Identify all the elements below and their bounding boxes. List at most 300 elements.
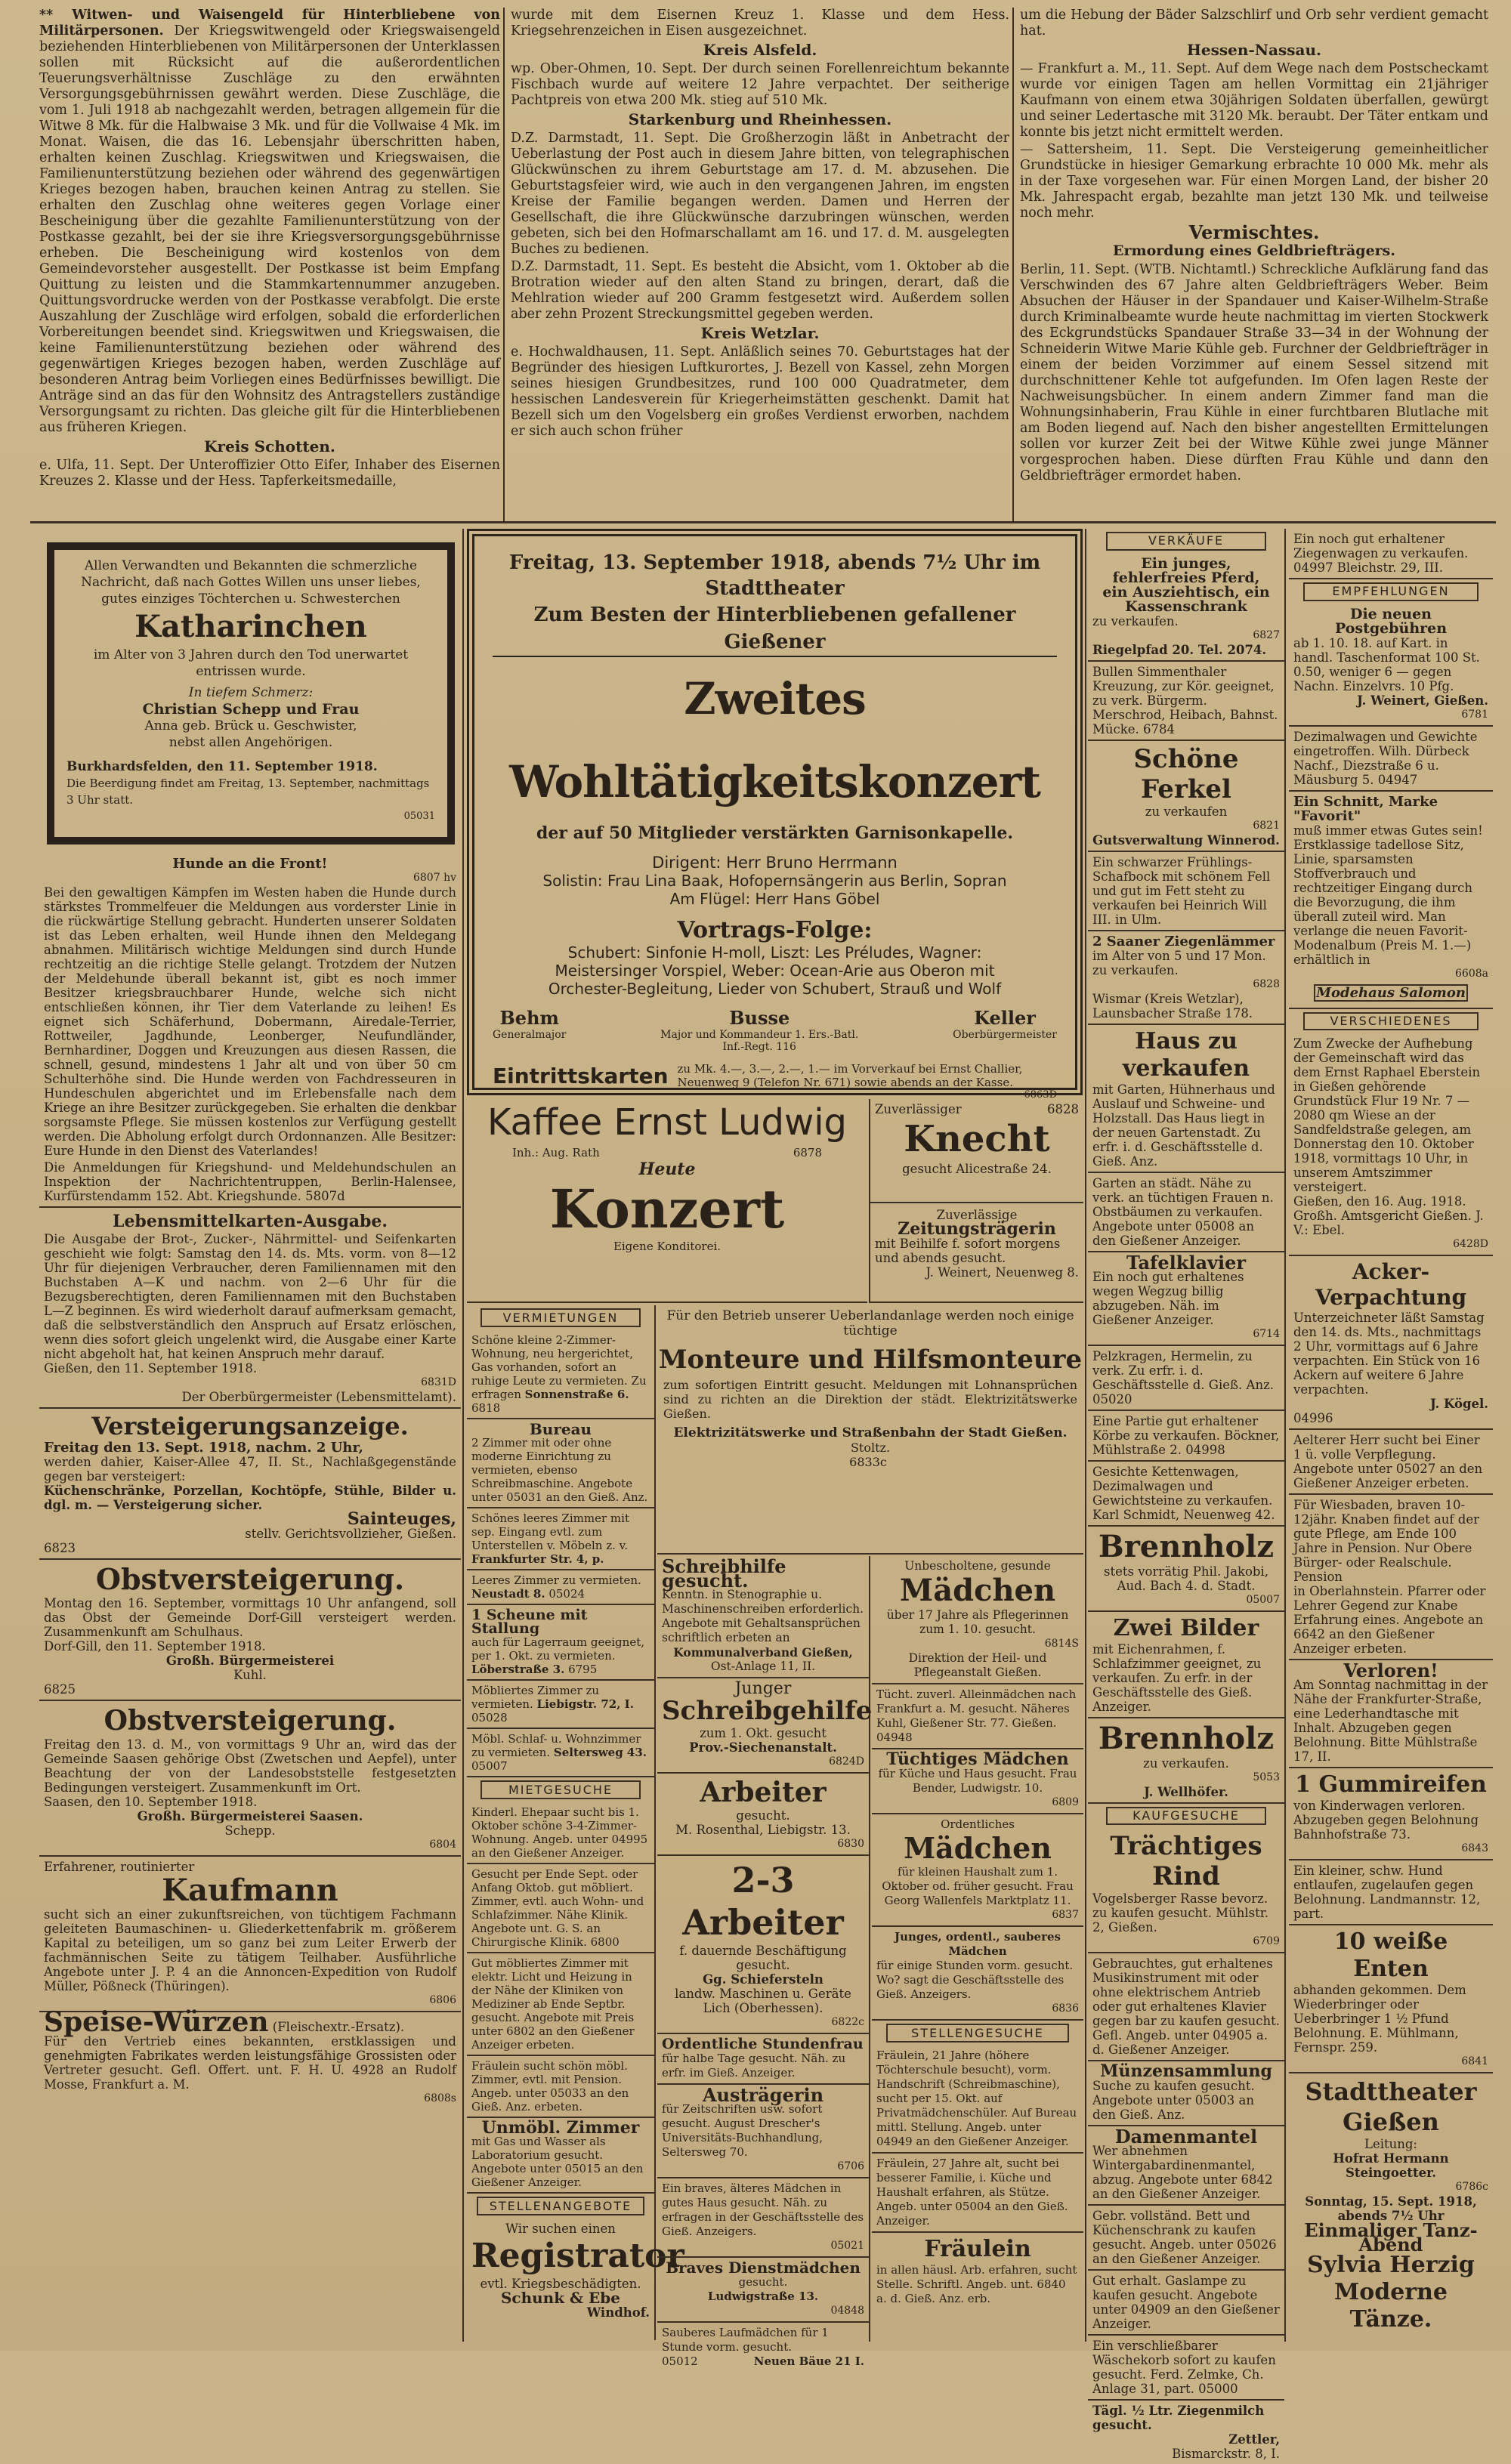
- ad-number: 05012: [662, 2354, 698, 2368]
- death-notice-intro: Allen Verwandten und Bekannten die schmerzliche Nachricht, daß nach Gottes Willen uns unser liebes, gutes einziges Töchterchen u. Schwesterchen: [81, 558, 421, 607]
- ad-pretitle: Wir suchen einen: [505, 2222, 616, 2236]
- merchant-ad: [39, 1857, 461, 2012]
- ad-addr: Sonnenstraße 6.: [524, 1388, 629, 1401]
- worker-ad: [657, 1774, 869, 1856]
- signature-role: Major und Kommandeur 1. Ers.-Batl. Inf.-Regt. 116: [660, 1029, 859, 1053]
- ad-pretitle: Erfahrener, routinierter: [44, 1860, 195, 1874]
- ad-subtitle: (Fleischextr.-Ersatz).: [272, 2020, 405, 2034]
- left-ads-column: [39, 854, 461, 2334]
- ad-event: Moderne Tänze.: [1334, 2279, 1448, 2333]
- ad-addr: Wismar (Kreis Wetzlar), Launsbacher Straße 178.: [1092, 991, 1253, 1020]
- rent-ad: [467, 1729, 654, 1777]
- news-column-2: [511, 8, 1009, 506]
- article-text: — Frankfurt a. M., 11. Sept. Auf dem Wege nach dem Postscheckamt wurde vor einigen Tagen am hellen Vormittag ein 21jähriger Kaufmann von einem etwa 30jährigen Soldaten überfallen, gewürgt und seiner Ledertasche mit 3120 Mk. beraubt. Der Täter entkam und konnte bis jetzt nicht ermittelt werden.: [1020, 61, 1488, 140]
- carrier-ad: [870, 1205, 1083, 1303]
- death-notice-place: Burkhardsfelden, den 11. September 1918.: [66, 759, 378, 774]
- ad-foot-row: [662, 2354, 864, 2369]
- ad-number: 6821: [1253, 819, 1280, 832]
- ad-text: Möbliertes Zimmer zu vermieten.: [471, 1684, 600, 1711]
- ad-text: Leeres Zimmer zu vermieten.: [471, 1573, 641, 1587]
- ad-number: 6824D: [829, 1755, 864, 1768]
- section-heading: Kreis Wetzlar.: [700, 324, 820, 342]
- ad-number: 6428D: [1453, 1238, 1488, 1250]
- ad-name: J. Kögel.: [1429, 1397, 1488, 1411]
- ad-date: Sonntag, 15. Sept. 1918, abends 7½ Uhr: [1305, 2194, 1477, 2223]
- ad-text: Tägl. ½ Ltr. Ziegenmilch gesucht.: [1092, 2404, 1265, 2432]
- ad-text: Möbl. Schlaf- u. Wohnzimmer zu vermieten.: [471, 1732, 641, 1759]
- ad-addr: Löberstraße 3.: [471, 1663, 565, 1676]
- ad-number: 6795: [568, 1663, 598, 1676]
- ad-text: Wer abnehmen Wintergabardinenmantel, abzug. Angebote unter 6842 an den Gießener Anzeiger.: [1092, 2144, 1273, 2201]
- concert-signature: [953, 1007, 1057, 1053]
- lease-ad: [1289, 1256, 1493, 1430]
- ad-pretitle: Zuverlässige: [936, 1208, 1018, 1222]
- ad-role: stellv. Gerichtsvollzieher, Gießen.: [245, 1527, 456, 1541]
- job-wanted-ad: [872, 2233, 1083, 2309]
- ad-head-row: [875, 1102, 1079, 1116]
- ad-text: Eine Partie gut erhaltener Körbe zu verkaufen. Böckner, Mühlstraße 2.: [1092, 1413, 1280, 1457]
- lamp-ad: Gut erhalt. Gaslampe zu kaufen gesucht. Angebote unter 04909 an den Gießener Anzeiger.: [1088, 2271, 1284, 2336]
- ad-title: Monteure und Hilfsmonteure: [658, 1345, 1083, 1375]
- ad-number: 6806: [429, 1994, 456, 2006]
- ad-addr: Neustadt 8.: [471, 1587, 545, 1601]
- cafe-today: Heute: [638, 1159, 696, 1179]
- gentleman-ad: Aelterer Herr sucht bei Einer 1 ü. volle Verpflegung. Angebote unter 05027 an den Gießener Anzeiger erbeten.: [1289, 1430, 1493, 1495]
- ad-number: 05007: [1246, 1593, 1280, 1606]
- ad-number: 6841: [1461, 2055, 1488, 2067]
- ad-text: f. dauernde Beschäftigung gesucht.: [679, 1944, 847, 1972]
- cafe-owner-row: [467, 1146, 867, 1159]
- delivery-ad: [657, 2085, 869, 2178]
- cafe-own: Eigene Konditorei.: [613, 1240, 722, 1253]
- article-text: e. Ulfa, 11. Sept. Der Unteroffizier Otto Eifer, Inhaber des Eisernen Kreuzes 2. Klasse und der Hess. Tapferkeitsmedaille,: [39, 458, 500, 489]
- ad-text: abhanden gekommen. Dem Wiederbringer oder Ueberbringer 1 ½ Pfund Belohnung. E. Mühlmann, Fernspr. 259.: [1293, 1983, 1466, 2055]
- ad-title: Tüchtiges Mädchen: [886, 1749, 1069, 1769]
- ad-addr: Liebigstr. 72, I.: [536, 1697, 634, 1711]
- ad-name: J. Weinert, Neuenweg 8.: [925, 1265, 1079, 1280]
- ad-text: Kenntn. in Stenographie u. Maschinenschreiben erforderlich. Angebote mit Gehaltsansprüchen schriftlich erbeten an: [662, 1588, 864, 1644]
- ad-title: Münzensammlung: [1100, 2061, 1272, 2081]
- pension-ad: [1289, 1495, 1493, 1660]
- ad-title: Haus zu verkaufen: [1122, 1027, 1250, 1082]
- ad-title: 10 weiße Enten: [1333, 1928, 1448, 1982]
- ad-title: Schöne Ferkel: [1133, 743, 1239, 804]
- ad-org: Direktion der Heil- und Pflegeanstalt Gießen.: [908, 1651, 1047, 1679]
- ad-number: 05024: [548, 1587, 586, 1601]
- ad-number: 6608a: [1455, 967, 1488, 980]
- ad-title: Schreibgehilfe: [662, 1696, 873, 1726]
- ad-title: 1 Scheune mit Stallung: [471, 1607, 588, 1637]
- food-cards-ad: [39, 1208, 461, 1409]
- ad-text: für kleinen Haushalt zum 1. Oktober od. früher gesucht. Frau Georg Wallenfels Marktplatz 11.: [882, 1865, 1074, 1907]
- maid-ad: [657, 2323, 869, 2372]
- ad-text: Tücht. zuverl. Alleinmädchen nach Frankfurt a. M. gesucht. Näheres Kuhl, Gießener Str. 77. Gießen.: [876, 1687, 1077, 1730]
- ad-text: Montag den 16. September, vormittags 10 Uhr anfangend, soll das Obst der Gemeinde Dorf-Gill versteigert werden. Zusammenkunft am Schulhaus.: [44, 1596, 456, 1639]
- ad-title: Fräulein: [924, 2236, 1031, 2262]
- ad-text: für Zeitschriften usw. sofort gesucht. August Drescher's Universitäts-Buchhandlung, Seltersweg 70.: [662, 2102, 823, 2159]
- ad-text: Ein verschließbarer Wäschekorb sofort zu kaufen gesucht. Ferd. Zelmke, Ch. Anlage 31, part.: [1092, 2339, 1276, 2396]
- piano-ad: [1088, 1252, 1284, 1346]
- ad-title: Ordentliche Stundenfrau: [662, 2036, 864, 2052]
- ad-company: Kommunalverband Gießen,: [673, 1645, 853, 1660]
- ad-title: Mädchen: [904, 1831, 1052, 1865]
- ad-addr: Neuen Bäue 21 I.: [753, 2354, 864, 2368]
- ad-title: Acker-Verpachtung: [1315, 1259, 1467, 1310]
- section-heading: Ermordung eines Geldbriefträgers.: [1113, 242, 1395, 259]
- ad-text: Freitag den 13. d. M., von vormittags 9 Uhr an, wird das der Gemeinde Saasen gehörige Obst (Zwetschen und Aepfel), unter Beachtung der von der Landesobststelle festgesetzten Bedingungen versteigert. Zusammenkunft im Ort.: [44, 1737, 456, 1795]
- tyre-ad: [1289, 1768, 1493, 1860]
- fruit-auction-ad: [39, 1701, 461, 1857]
- ad-number: 6825: [44, 1682, 76, 1697]
- wagon-ad: Ein noch gut erhaltener Ziegenwagen zu verkaufen. 04997 Bleichstr. 29, III.: [1289, 529, 1493, 579]
- cafe-ad: [467, 1099, 867, 1303]
- ad-city: Lich (Oberhessen).: [703, 2001, 823, 2015]
- court-notice: [1289, 1033, 1493, 1256]
- article-text: — Sattersheim, 11. Sept. Die Versteigerung gemeinheitlicher Grundstücke in hiesiger Gemarkung erbrachte 10 000 Mk. mehr als in der Taxe vorgesehen war. Für einen Morgen Land, der bisher 20 Mk. Jahrespacht ergab, bezahlte man jetzt 130 Mk. und teilweise noch mehr.: [1020, 142, 1488, 221]
- girl-ad: [872, 1749, 1083, 1814]
- ad-name: Kuhl.: [233, 1668, 267, 1682]
- ad-addr: Gutsverwaltung Winnerod.: [1092, 832, 1280, 848]
- ad-company: Schunk & Ebe: [500, 2289, 621, 2307]
- ad-number: 05007: [471, 1759, 508, 1773]
- ad-title: Hunde an die Front!: [172, 856, 328, 872]
- ad-number: 05000: [1198, 2382, 1238, 2396]
- concert-program: Meistersinger Vorspiel, Weber: Ocean-Arie aus Oberon mit: [555, 962, 995, 980]
- ad-title: Junges, ordentl., sauberes Mädchen: [895, 1930, 1061, 1958]
- horizontal-rule: [30, 521, 1496, 523]
- right-column: [1289, 529, 1493, 2342]
- sales-column: [1088, 529, 1286, 2461]
- rentals-column: [467, 1305, 684, 2340]
- concert-program: Schubert: Sinfonie H-moll, Liszt: Les Préludes, Wagner:: [567, 943, 982, 962]
- section-label: STELLENANGEBOTE: [477, 2197, 644, 2215]
- basket-ad: [1088, 2336, 1284, 2401]
- death-notice-grief: In tiefem Schmerz:: [188, 685, 314, 700]
- concert-ad: [467, 529, 1083, 1101]
- ad-title: Zwei Bilder: [1113, 1614, 1259, 1641]
- article-text: wp. Ober-Ohmen, 10. Sept. Der durch seinen Forellenreichtum bekannte Fischbach wurde auf weitere 12 Jahre verpachtet. Der seitherige Pachtpreis von etwa 200 Mk. stieg auf 510 Mk.: [511, 61, 1009, 108]
- pattern-ad: [1289, 792, 1493, 1009]
- wanted-ad: Gesucht per Ende Sept. oder Anfang Oktob. gut möbliert. Zimmer, evtl. auch Wohn- und Schlafzimmer. Nähe Klinik. Angebote unt. G. S. an Chirurgische Klinik. 6800: [467, 1864, 654, 1953]
- workers-ad: [657, 1856, 869, 2034]
- concert-benefit: Zum Besten der Hinterbliebenen gefallener Gießener: [493, 601, 1057, 657]
- ad-text: zu verkaufen.: [1143, 1755, 1229, 1771]
- ad-items: Küchenschränke, Porzellan, Kochtöpfe, Stühle, Bilder u. dgl. m. — Versteigerung sicher.: [44, 1484, 456, 1512]
- ad-text: Ein noch gut erhaltenes wegen Wegzug billig abzugeben. Näh. im Gießener Anzeiger.: [1092, 1269, 1244, 1327]
- scales-ad: Gesichte Kettenwagen, Dezimalwagen und Gewichtsteine zu verkaufen. Karl Schmidt, Neuenweg 42.: [1088, 1462, 1284, 1527]
- ad-number: 04848: [830, 2305, 864, 2317]
- ad-title: Unmöbl. Zimmer: [481, 2118, 640, 2138]
- concert-date: Freitag, 13. September 1918, abends 7½ Uhr im Stadttheater: [508, 551, 1041, 600]
- section-heading: Starkenburg und Rheinhessen.: [628, 110, 892, 128]
- ad-title: Braves Dienstmädchen: [666, 2259, 861, 2277]
- ad-company: Gg. Schiefersteln: [703, 1972, 823, 1987]
- ad-text: Die Ausgabe der Brot-, Zucker-, Nährmittel- und Seifenkarten geschieht wie folgt: Samstag den 14. ds. Mts. vorm. von 8—12 Uhr für diejenigen Verbraucher, deren Familiennamen mit den Buchstaben A—K und nachm. von 2—6 Uhr für die Bezugsberechtigten, deren Familiennamen mit den Buchstaben L—Z beginnen. Es wird wiederholt darauf aufmerksam gemacht, daß die selbstverständlich den Anspruch auf Ersatz erlöschen, wenn dies sofort gleich ungelenkt wird, die Ausgabe einer Karte nicht abgeholt hat, hat keinen Anspruch mehr darauf.: [44, 1232, 456, 1361]
- baskets-ad: [1088, 1411, 1284, 1462]
- ad-text: gesucht.: [736, 1808, 790, 1823]
- cafe-concert: Konzert: [549, 1178, 785, 1240]
- ad-text: mit Gas und Wasser als Laboratorium gesucht. Angebote unter 05015 an den Gießener Anzeiger.: [471, 2135, 644, 2189]
- ad-text: in allen häusl. Arb. erfahren, sucht Stelle. Schriftl. Angeb. unt. 6840 a. d. Gieß. Anz. erb.: [876, 2263, 1077, 2305]
- clerk-ad: [657, 1678, 873, 1774]
- ad-text: muß immer etwas Gutes sein! Erstklassige tadellose Sitz, Linie, sparsamsten Stoffverbrauch und rechtzeitiger Eingang durch die Bevorzugung, die ihm überall zuteil wird. Man verlange die neuen Favorit-Modenalbum (Preis M. 1.—) erhältlich in: [1293, 823, 1483, 967]
- ad-title: Ein Schnitt, Marke "Favorit": [1293, 793, 1438, 824]
- ad-desc: landw. Maschinen u. Geräte: [675, 1987, 851, 2001]
- ad-number: 04948: [876, 1731, 913, 1744]
- ad-number: 5053: [1253, 1771, 1280, 1783]
- ad-title: 2-3 Arbeiter: [682, 1860, 844, 1943]
- ad-addr: Bismarckstr. 8, I.: [1172, 2447, 1280, 2461]
- ad-text: Ein braves, älteres Mädchen in gutes Haus gesucht. Näh. zu erfragen in der Geschäftsstelle des Gieß. Anzeigers.: [662, 2181, 864, 2238]
- death-notice-funeral: Die Beerdigung findet am Freitag, 13. September, nachmittags 3 Uhr statt.: [66, 777, 430, 807]
- article-text: Der Kriegswitwengeld oder Kriegswaisengeld beziehenden Hinterbliebenen von Militärpersonen der Unterklassen sollen mit Rücksicht auf die außerordentlichen Teuerungsverhältnisse Zuschläge zu den erwähnten Versorgungsgebührnissen gewährt werden. Diese Zuschläge, die vom 1. Juli 1918 ab nachgezahlt werden, betragen allgemein für die Witwe 8 Mk. für die Halbwaise 3 Mk. und für die Vollwaise 4 Mk. im Monat. Waisen, die das 16. Lebensjahr überschritten haben, erhalten keinen Zuschlag. Kriegswitwen und Kriegswaisen, die Familienunterstützung beziehen oder während des gegenwärtigen Krieges bezogen haben, brauchen keinen Antrag zu stellen. Sie erhalten den Zuschlag ohne weiteres gegen Vorlage einer Bescheinigung über die gezahlte Familienunterstützung von der Postkasse gezahlt, bei der sie ihre Kriegsversorgungsgebührnisse erheben. Die Bescheinigung wird kostenlos von dem Gemeindevorsteher ausgestellt. Der Postkasse ist beim Empfang Quittung zu leisten und die Stammkartennummer anzugeben. Quittungsvordrucke werden von der Postkasse verabfolgt. Die erste Auszahlung der Zuschläge wird erfolgen, sobald die erforderlichen Vorbereitungen beendet sind. Kriegswitwen und Kriegswaisen, die keine Familienunterstützung beziehen oder während des gegenwärtigen Krieges bezogen haben, werden Zuschläge auf besonderen Antrag beim Vorliegen eines Bedürfnisses bewilligt. Die Anträge sind an das für den Wohnsitz des Antragstellers zuständige Versorgungsamt zu richten. Das gleiche gilt für die Hinterbliebenen aus früheren Kriegen.: [39, 23, 500, 435]
- ad-date: Freitag den 13. Sept. 1918, nachm. 2 Uhr,: [44, 1440, 363, 1456]
- ad-event: Einmaliger Tanz-Abend: [1304, 2219, 1478, 2256]
- ad-addr: M. Rosenthal, Liebigstr. 13.: [675, 1823, 851, 1837]
- ad-number: 6818: [471, 1401, 501, 1415]
- ad-addr: Riegelpfad 20. Tel. 2074.: [1092, 642, 1267, 657]
- pigs-ad: [1088, 741, 1284, 852]
- stundenfrau-ad: [657, 2034, 869, 2085]
- ad-office: Der Oberbürgermeister (Lebensmittelamt).: [181, 1390, 456, 1404]
- postage-ad: [1289, 604, 1493, 727]
- death-notice-family: nebst allen Angehörigen.: [168, 735, 333, 750]
- article-text: Berlin, 11. Sept. (WTB. Nichtamtl.) Schreckliche Aufklärung fand das Verschwinden des 67 Jahre alten Geldbriefträgers Weber. Beim Absuchen der Häuser in der Spandauer und Kaiser-Wilhelm-Straße durch Kriminalbeamte wurde heute nachmittag im vierten Stockwerk des Eckgrundstücks Spandauer Straße 33—34 in der Wohnung der Schneiderin Witwe Marie Kühle geb. Furchner der Geldbriefträger in einem der beiden Vorzimmer auf einem Sessel sitzend mit durchschnittener Kehle tot aufgefunden. Im Ofen lagen Reste der Nachweisungsbücher. In einem andern Zimmer fand man die Wohnungsinhaberin, Frau Kühle in einer furchtbaren Blutlache mit am Boden liegend auf. Nach den bisher angestellten Ermittelungen sollen vor kurzer Zeit bei der Witwe Kühle zwei junge Männer vorgesprochen haben. Diese dürften Frau Kühle und dann den Geldbriefträger ermordet haben.: [1020, 262, 1488, 483]
- ad-company: Prov.-Siechenanstalt.: [689, 1740, 837, 1755]
- concert-program-title: Vortrags-Folge:: [677, 917, 873, 943]
- wanted-ad: Fräulein sucht schön möbl. Zimmer, evtl. mit Pension. Angeb. unter 05033 an den Gieß. Anz. erbeten.: [467, 2056, 654, 2118]
- theatre-ad: [1289, 2073, 1493, 2336]
- job-wanted-ad: Fräulein, 21 Jahre (höhere Töchterschule besucht), vorm. Handschrift (Schreibmaschine), sucht per 15. Okt. auf Privatmädchenschüler. Auf Bureau mittl. Stellung. Angeb. unter 04949 an den Gießener Anzeiger.: [872, 2046, 1083, 2154]
- ad-text: Bullen Simmenthaler Kreuzung, zur Kör. geeignet, zu verk. Bürgerm. Merschrod, Heibach, Bahnst. Mücke.: [1092, 664, 1278, 736]
- maid-ad: [657, 2178, 869, 2258]
- pictures-ad: [1088, 1612, 1284, 1718]
- section-label: VERSCHIEDENES: [1303, 1012, 1479, 1031]
- ad-pretitle: Zuverlässiger: [875, 1102, 962, 1116]
- ad-number: 6828: [1253, 977, 1280, 990]
- article-heading: ** Witwen- und Waisengeld für Hinterbliebene von Militärpersonen.: [39, 8, 500, 39]
- girl-ad: [872, 1814, 1083, 1927]
- ad-name: Schepp.: [224, 1823, 276, 1838]
- ad-title: Austrägerin: [702, 2084, 824, 2106]
- concert-program: Orchester-Begleitung, Lieder von Schubert, Strauß und Wolf: [548, 980, 1002, 998]
- signature-name: Keller: [974, 1007, 1036, 1029]
- article-text: wurde mit dem Eisernen Kreuz 1. Klasse und dem Hess. Kriegsehrenzeichen in Eisen ausgezeichnet.: [511, 8, 1009, 39]
- ad-title: Versteigerungsanzeige.: [91, 1412, 409, 1440]
- column-rule: [503, 8, 505, 521]
- ad-text: Bei den gewaltigen Kämpfen im Westen haben die Hunde durch stärkstes Trommelfeuer die Meldungen aus vorderster Linie in die rückwärtige Stellung gebracht. Hunderten unserer Soldaten ist das Leben erhalten, weil Hunde ihnen den Meldegang abnahmen. Militärisch wichtige Meldungen sind durch Hunde rechtzeitig an die richtige Stelle gelangt. Trotzdem der Nutzen der Meldehunde überall bekannt ist, gibt es noch immer Besitzer kriegsbrauchbarer Hunde, welche sich nicht entschließen können, ihr Tier dem Vaterlande zu leihen! Es eignet sich Schäferhund, Dobermann, Airedale-Terrier, Rottweiler, Jagdhunde, Leonberger, Neufundländer, Bernhardiner, Doggen und Kreuzungen aus diesen Rassen, die schnell, gesund, mindestens 1 Jahr alt und von über 50 cm Schulterhöhe sind. Die Hunde werden von Fachdresseuren in Hundeschulen abgerichtet und im Erlebensfalle nach dem Kriege an ihre Besitzer zurückgegeben. Sie erhalten die denkbar sorgsamste Pflege. Sie müssen kostenlos zur Verfügung gestellt werden. Die Abholung erfolgt durch Ordonnanzen. Alle Besitzer: Eure Hunde in den Dienst des Vaterlandes!: [44, 885, 456, 1158]
- garden-ad: Garten an städt. Nähe zu verk. an tüchtigen Frauen n. Obstbäumen zu verkaufen. Angebote unter 05008 an den Gießener Anzeiger.: [1088, 1173, 1284, 1252]
- ad-text: ab 1. 10. 18. auf Kart. in handl. Taschenformat 100 St. 0.50, weniger 6 — gegen Nachn. Einzelvrs. 10 Pfg.: [1293, 635, 1480, 693]
- ad-text: mit Garten, Hühnerhaus und Auslauf und Schweine- und Holzstall. Das Haus liegt in der neuen Gartenstadt. Zu erfr. i. d. Geschäftsstelle d. Gieß. Anz.: [1092, 1082, 1275, 1169]
- job-ads-column: [657, 1555, 873, 2368]
- fur-ad: Pelzkragen, Hermelin, zu verk. Zu erfr. i. d. Geschäftsstelle d. Gieß. Anz. 05020: [1088, 1346, 1284, 1411]
- ad-text: Unterzeichneter läßt Samstag den 14. ds. Mts., nachmittags 2 Uhr, vormittags auf 6 Jahre verpachten. Ein Stück von 16 Ackern auf weitere 6 Jahre verpachten.: [1293, 1311, 1485, 1397]
- ad-addr: Seltersweg 43.: [553, 1746, 647, 1759]
- ad-number: 6863D: [1024, 1089, 1057, 1101]
- ad-text: werden dahier, Kaiser-Allee 47, II. St., Nachlaßgegenstände gegen bar versteigert:: [44, 1455, 456, 1484]
- ad-title: Brennholz: [1098, 1528, 1275, 1564]
- ad-number: 04947: [1377, 772, 1418, 787]
- cafe-name: Kaffee Ernst Ludwig: [487, 1101, 847, 1144]
- ad-company: Elektrizitätswerke und Straßenbahn der Stadt Gießen.: [673, 1425, 1068, 1440]
- ad-addr: Ost-Anlage 11, II.: [710, 1660, 816, 1673]
- concert-signature: [493, 1007, 566, 1053]
- ad-number: 6709: [1253, 1935, 1280, 1947]
- rent-ad: [467, 1330, 654, 1419]
- ad-text: zum sofortigen Eintritt gesucht. Meldungen mit Lohnansprüchen sind zu richten an die Direktion der städt. Elektrizitätswerke Gießen.: [663, 1378, 1077, 1421]
- ad-text: für einige Stunden vorm. gesucht. Wo? sagt die Geschäftsstelle des Gieß. Anzeigers.: [876, 1959, 1074, 2001]
- ad-lead: Leitung:: [1364, 2137, 1417, 2151]
- ad-number: 6786c: [1455, 2181, 1488, 2193]
- section-label: EMPFEHLUNGEN: [1303, 582, 1479, 601]
- ad-text: Suche zu kaufen gesucht. Angebote unter 05003 an den Gieß. Anz.: [1092, 2079, 1255, 2122]
- concert-piano: Am Flügel: Herr Hans Göbel: [669, 890, 880, 908]
- signature-role: Generalmajor: [493, 1029, 567, 1041]
- ad-text: Für den Vertrieb eines bekannten, erstklassigen und genehmigten Fabrikates werden leistungsfähige Grossisten oder Vertreter gesucht. Gefl. Offert. unt. F. H. U. 4928 an Rudolf Mosse, Frankfurt a. M.: [44, 2034, 456, 2092]
- ad-text: Schönes leeres Zimmer mit sep. Eingang evtl. zum Unterstellen v. Möbeln z. v.: [471, 1511, 629, 1552]
- ad-pretitle: Unbescholtene, gesunde: [904, 1559, 1051, 1573]
- ad-title: Brennholz: [1098, 1720, 1275, 1756]
- ad-number: 6878: [793, 1146, 822, 1159]
- column-rule: [1012, 8, 1014, 521]
- ad-number: 6706: [837, 2160, 864, 2172]
- ad-number: 6642 an den Gießener Anzeiger erbeten.: [1293, 1627, 1435, 1656]
- ad-name: J. Wellhöfer.: [1144, 1784, 1228, 1799]
- concert-signatures: [493, 1007, 1057, 1053]
- bull-ad: [1088, 662, 1284, 741]
- ad-number: 05031: [403, 811, 435, 822]
- news-column-3: [1020, 8, 1488, 506]
- article-text: um die Hebung der Bäder Salzschlirf und Orb sehr verdient gemacht hat.: [1020, 8, 1488, 39]
- signature-name: Behm: [499, 1007, 559, 1029]
- horse-ad: [1088, 554, 1284, 662]
- ad-number: 6784: [1143, 721, 1176, 736]
- ad-number: 6823: [44, 1541, 76, 1555]
- ad-text: gesucht Alicestraße 24.: [902, 1162, 1052, 1176]
- ad-text: Zum Zwecke der Aufhebung der Gemeinschaft wird das dem Ernst Raphael Eberstein in Gießen gehörende Grundstück Flur 19 Nr. 7 — 2080 qm Wiese an der Sandfeldstraße gelegen, am Donnerstag den 10. Oktober 1918, vormittags 10 Uhr, in unserem Amtszimmer versteigert.: [1293, 1036, 1481, 1194]
- fitters-ad: [657, 1305, 1083, 1555]
- bed-ad: Gebr. vollständ. Bett und Küchenschrank zu kaufen gesucht. Angeb. unter 05026 an den Gießener Anzeiger.: [1088, 2206, 1284, 2271]
- ad-text: von Kinderwagen verloren. Abzugeben gegen Belohnung Bahnhofstraße 73.: [1293, 1799, 1479, 1842]
- ad-number: 6807 hv: [413, 872, 456, 884]
- article-text: D.Z. Darmstadt, 11. Sept. Die Großherzogin läßt in Anbetracht der Ueberlastung der Post auch in diesem Jahre bitten, von telegraphischen Glückwünschen zu ihrem Geburtstage am 17. d. M. abzusehen. Die Geburtstagsfeier wird, wie auch in den vergangenen Jahren, im engsten Kreise der Familie begangen werden. Damen und Herren der Gesellschaft, die ihre Glückwünsche darzubringen wünschen, werden gebeten, sich bei den Hofmarschallamt am 16. und 17. d. M. ausgelegten Buches zu bedienen.: [511, 131, 1009, 257]
- ad-text: mit Eichenrahmen, f. Schlafzimmer geeignet, zu verkaufen. Zu erfr. in der Geschäftsstelle des Gieß. Anzeiger.: [1092, 1641, 1262, 1714]
- ad-number: 6833c: [849, 1455, 887, 1469]
- ad-title: Ein junges, fehlerfreies Pferd,: [1112, 554, 1260, 586]
- ad-number: 6831D: [421, 1376, 456, 1388]
- ad-director: Hofrat Hermann Steingoetter.: [1333, 2151, 1449, 2180]
- ad-text: Am Sonntag nachmittag in der Nähe der Frankfurter-Straße, eine Lederhandtasche mit Inhalt. Abzugeben gegen Belohnung. Bitte Mühlstraße 17, II.: [1293, 1678, 1488, 1764]
- section-label: STELLENGESUCHE: [886, 2024, 1069, 2043]
- section-label: KAUFGESUCHE: [1106, 1807, 1266, 1826]
- death-notice-age: im Alter von 3 Jahren durch den Tod unerwartet entrissen wurde.: [93, 647, 409, 679]
- ad-name: Zettler,: [1228, 2432, 1280, 2447]
- ad-number: 6814S: [1044, 1638, 1079, 1650]
- ad-number: 6809: [1052, 1796, 1079, 1808]
- ad-number: 6781: [1461, 708, 1488, 721]
- section-heading: Hessen-Nassau.: [1187, 41, 1321, 59]
- ad-addr: Ludwigstraße 13.: [707, 2290, 819, 2303]
- ad-name: J. Weinert, Gießen.: [1357, 693, 1488, 708]
- ad-text: Für Wiesbaden, braven 10-12jähr. Knaben findet auf der gute Pflege, am Ende 100 Jahre in Pension. Nur Obere Bürger- oder Realschule. Pension: [1293, 1498, 1479, 1584]
- coat-ad: [1088, 2126, 1284, 2206]
- death-notice-family: Christian Schepp und Frau: [142, 701, 360, 718]
- ad-number: 6837: [1052, 1909, 1079, 1921]
- stenographer-ad: [657, 1556, 869, 1678]
- ad-text: sucht sich an einer zukunftsreichen, von tüchtigem Fachmann geleiteten Baumaschinen- u. Gliederkettenfabrik m. größerem Kapital zu beteiligen, um so ganz bei zum Leiter Erwerb der fachmännischen Seite zu tätigem Teilhaber. Ausführliche Angebote unter J. P. 4 an die Annoncen-Expedition von Rudolf Müller, Pößneck (Thüringen).: [44, 1907, 456, 1993]
- ad-number: 6822c: [831, 2016, 864, 2028]
- fruit-auction-ad: [39, 1560, 461, 1701]
- ad-number: 6836: [1052, 2002, 1079, 2015]
- dog-ad: Ein kleiner, schw. Hund entlaufen, zugelaufen gegen Belohnung. Landmannstr. 12, part.: [1289, 1860, 1493, 1925]
- ad-number: 05021: [830, 2240, 864, 2252]
- ad-text: gesucht.: [738, 2275, 788, 2289]
- ad-sub: zu verkaufen.: [1092, 613, 1179, 628]
- firewood-ad: [1088, 1527, 1284, 1612]
- ad-number: 6714: [1253, 1327, 1280, 1340]
- signature-name: Busse: [729, 1007, 790, 1029]
- ad-title: 2 Saaner Ziegenlämmer: [1092, 933, 1275, 949]
- signature-role: Oberbürgermeister: [953, 1029, 1057, 1041]
- ad-title: 1 Gummireifen: [1295, 1771, 1487, 1798]
- ad-text: Vogelsberger Rasse bevorz. zu kaufen gesucht. Mühlstr. 2, Gießen.: [1092, 1891, 1269, 1934]
- rent-ad: [467, 1570, 654, 1605]
- ad-title: Trächtiges Rind: [1110, 1831, 1262, 1891]
- ad-title: Obstversteigerung.: [95, 1562, 405, 1596]
- concert-orchestra: der auf 50 Mitglieder verstärkten Garnisonkapelle.: [536, 823, 1013, 843]
- column-rule: [1085, 529, 1086, 2342]
- ad-title: Mädchen: [899, 1573, 1056, 1608]
- ad-title: Damenmantel: [1114, 2126, 1258, 2148]
- sheep-ad: Ein schwarzer Frühlings-Schafbock mit schönem Fell und gut im Fett steht zu verkaufen bei Heinrich Will III. in Ulm.: [1088, 852, 1284, 931]
- ad-number: 6828: [1047, 1102, 1079, 1116]
- ad-text: im Alter von 5 und 17 Mon. zu verkaufen.: [1092, 948, 1266, 977]
- column-rule: [462, 529, 464, 2342]
- ad-title: Die neuen Postgebühren: [1334, 605, 1448, 637]
- ad-pretitle: Ordentliches: [941, 1817, 1015, 1831]
- coins-ad: [1088, 2061, 1284, 2126]
- rent-ad: [467, 1681, 654, 1729]
- milk-ad: [1088, 2401, 1284, 2464]
- girl-ad: [872, 1684, 1083, 1749]
- cow-ad: [1088, 1828, 1284, 1953]
- servant-ad: [870, 1099, 1083, 1203]
- ad-text: Die Anmeldungen für Kriegshund- und Meldehundschulen an Inspektion der Nachrichtentruppen, Berlin-Halensee, Kurfürstendamm 152. Abt. Kriegshunde. 5807d: [44, 1160, 456, 1203]
- ad-text: für Küche und Haus gesucht. Frau Bender, Ludwigstr. 10.: [878, 1767, 1077, 1795]
- news-column-1: [39, 8, 500, 506]
- ad-text: evtl. Kriegsbeschädigten.: [480, 2277, 641, 2291]
- rent-ad: [467, 1605, 654, 1681]
- ad-text: in Oberlahnstein. Pfarrer oder Lehrer Gegend zur Knabe Erfahrung eines. Angebote an: [1293, 1584, 1486, 1627]
- ad-title: Tafelklavier: [1126, 1251, 1247, 1274]
- death-notice-family: Anna geb. Brück u. Geschwister,: [144, 718, 357, 733]
- goats-ad: [1088, 931, 1284, 1025]
- ad-text: auch für Lagerraum geeignet, per 1. Okt. zu vermieten.: [471, 1635, 644, 1663]
- ad-office: Großh. Bürgermeisterei Saasen.: [137, 1809, 363, 1823]
- ad-title: Schreibhilfe gesucht.: [662, 1555, 786, 1592]
- ad-name: Stoltz.: [850, 1440, 891, 1455]
- ad-pretitle: Junger: [734, 1679, 792, 1698]
- ad-text: Schöne kleine 2-Zimmer-Wohnung, neu hergerichtet, Gas vorhanden, sofort an ruhige Leute zu vermieten. Zu erfragen: [471, 1333, 647, 1401]
- ad-text: zum 1. Okt. gesucht: [700, 1726, 827, 1740]
- ad-text: Dezimalwagen und Gewichte eingetroffen. Wilh. Dürbeck Nachf., Diezstraße 6 u. Mäusburg 5.: [1293, 729, 1478, 787]
- ad-lead: Für den Betrieb unserer Ueberlandanlage werden noch einige tüchtige: [666, 1308, 1074, 1339]
- section-label: MIETGESUCHE: [480, 1780, 641, 1799]
- ad-title: Registrator: [471, 2237, 684, 2275]
- ad-title: Obstversteigerung.: [104, 1705, 397, 1737]
- lost-ad: [1289, 1660, 1493, 1768]
